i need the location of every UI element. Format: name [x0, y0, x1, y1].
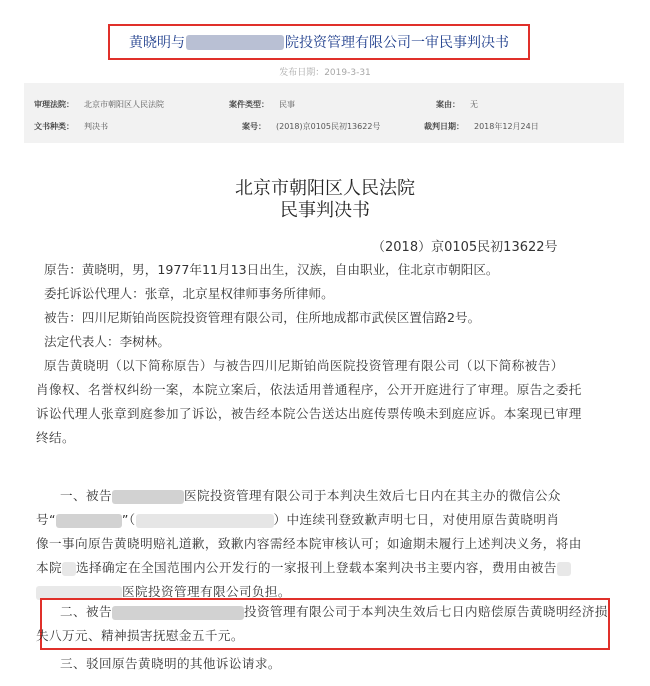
doc-type-heading: 民事判决书: [280, 200, 370, 221]
ruling-3: [36, 652, 616, 676]
meta-court: 审理法院： 北京市朝阳区人民法院: [34, 100, 164, 109]
case-meta-panel: [24, 83, 624, 143]
meta-judge-date: 裁判日期： 2018年12月24日: [424, 122, 539, 131]
publish-date: 发布日期：2019-3-31: [279, 68, 371, 78]
summary-line: 诉讼代理人张章到庭参加了诉讼，被告经本院公告送达出庭传票传唤未到庭应诉。本案现已审理: [36, 406, 582, 421]
ruling-line: 二、被告 投资管理有限公司于本判决生效后七日内赔偿原告黄晓明经济损: [60, 604, 608, 619]
meta-case-no: 案号： (2018)京0105民初13622号: [242, 122, 381, 131]
court-name-heading: 北京市朝阳区人民法院: [235, 178, 415, 199]
summary-line: 肖像权、名誉权纠纷一案，本院立案后，依法适用普通程序，公开开庭进行了审理。原告之委托: [36, 382, 582, 397]
meta-cause: 案由： 无: [436, 100, 478, 109]
ruling-line: 号“ ”（ ）中连续刊登致歉声明七日，对使用原告黄晓明肖: [36, 512, 560, 527]
ruling-line: 像一事向原告黄晓明赔礼道歉，致歉内容需经本院审核认可；如逾期未履行上述判决义务，将由: [36, 536, 582, 551]
party-defendant: 被告：四川尼斯铂尚医院投资管理有限公司，住所地成都市武侯区置信路2号。: [44, 310, 481, 325]
party-plaintiff: 原告：黄晓明，男，1977年11月13日出生，汉族，自由职业，住北京市朝阳区。: [44, 262, 499, 277]
ruling-line: 本院 选择确定在全国范围内公开发行的一家报刊上登载本案判决书主要内容，费用由被告: [36, 556, 616, 580]
meta-doc-type: 文书种类： 判决书: [34, 122, 108, 131]
ruling-line: 医院投资管理有限公司负担。: [36, 580, 616, 604]
ruling-line: 一、被告 医院投资管理有限公司于本判决生效后七日内在其主办的微信公众: [60, 488, 561, 503]
document-title[interactable]: [108, 24, 530, 60]
ruling-line: 三、驳回原告黄晓明的其他诉讼请求。: [60, 656, 281, 671]
redacted-block: [186, 35, 284, 50]
case-number: （2018）京0105民初13622号: [372, 240, 558, 255]
title-left: 黄晓明与: [129, 35, 185, 51]
ruling-2: [36, 600, 616, 648]
ruling-line: 失八万元、精神损害抚慰金五千元。: [36, 628, 244, 643]
case-summary: [36, 354, 616, 450]
party-legal-rep: 法定代表人：李树林。: [44, 334, 170, 349]
party-agent: 委托诉讼代理人：张章，北京星权律师事务所律师。: [44, 286, 334, 301]
ruling-1: [36, 484, 616, 604]
title-right: 院投资管理有限公司一审民事判决书: [285, 35, 509, 51]
summary-line: 终结。: [36, 430, 75, 445]
summary-line: 原告黄晓明（以下简称原告）与被告四川尼斯铂尚医院投资管理有限公司（以下简称被告）: [44, 358, 564, 373]
parties-section: [44, 258, 614, 354]
meta-case-type: 案件类型： 民事: [229, 100, 295, 109]
